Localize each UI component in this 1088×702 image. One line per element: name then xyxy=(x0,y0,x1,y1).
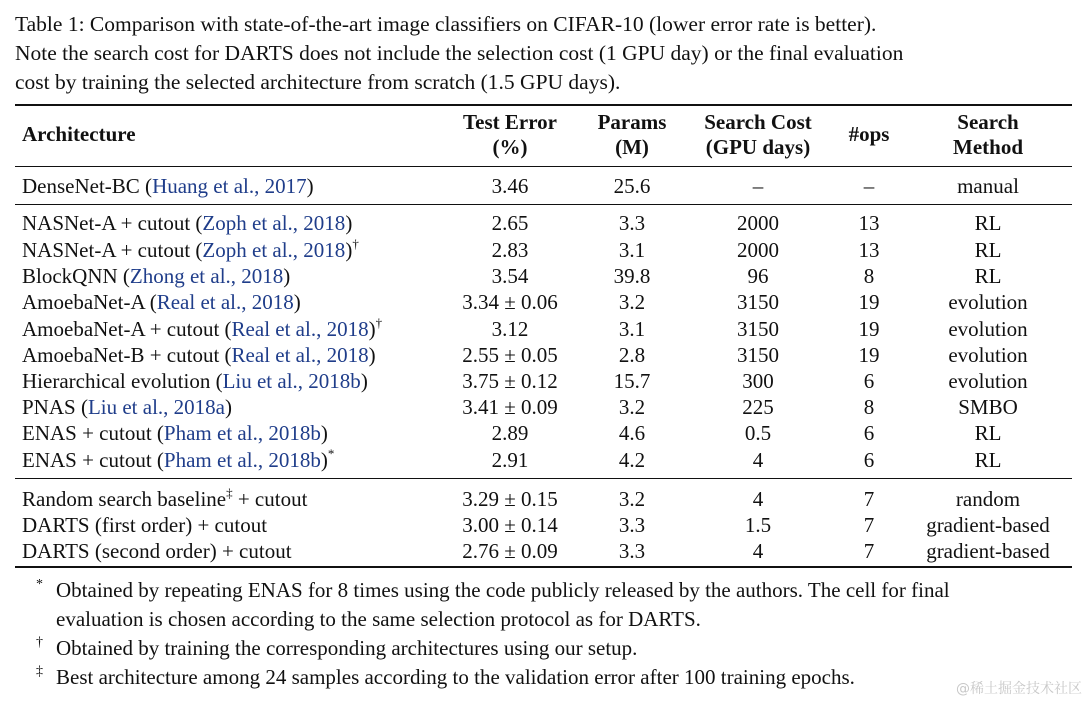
cell-search-cost: 1.5 xyxy=(744,513,772,537)
cell-architecture xyxy=(22,210,352,236)
bottom-rule xyxy=(15,566,1072,568)
citation-link[interactable]: Pham et al., 2018b xyxy=(163,448,321,472)
architecture-name: DARTS (first order) + cutout xyxy=(22,513,268,537)
header-rule xyxy=(15,166,1072,167)
cell-search-method: RL xyxy=(974,448,1002,472)
cell-params: 3.3 xyxy=(618,539,646,563)
cell-ops: 6 xyxy=(863,421,875,445)
cell-search-cost: 2000 xyxy=(737,211,779,235)
cell-architecture xyxy=(22,512,267,538)
header-search-cost xyxy=(690,110,826,160)
footnote-marker: † xyxy=(352,236,359,251)
footnote-text: Obtained by repeating ENAS for 8 times using the code publicly released by the authors. The cell for final xyxy=(56,578,950,602)
cell-ops: 19 xyxy=(858,290,880,314)
footnote-mark: † xyxy=(36,635,43,650)
table-row xyxy=(0,316,1088,342)
footnote xyxy=(36,634,1076,663)
cell-ops: 7 xyxy=(863,513,875,537)
cell-search-method: manual xyxy=(957,174,1019,198)
cell-params: 3.1 xyxy=(618,238,646,262)
cell-ops: 6 xyxy=(863,448,875,472)
cell-search-cost: – xyxy=(752,174,764,198)
architecture-suffix: ) xyxy=(224,395,232,419)
architecture-name: AmoebaNet-A ( xyxy=(22,290,157,314)
group-rule xyxy=(15,204,1072,205)
cell-search-method: gradient-based xyxy=(926,539,1050,563)
header-search-method-line: Search xyxy=(957,110,1019,134)
cell-architecture xyxy=(22,486,307,512)
cell-architecture xyxy=(22,173,314,199)
cell-architecture xyxy=(22,447,334,473)
footnote xyxy=(36,663,1076,692)
cell-search-method: RL xyxy=(974,421,1002,445)
cell-search-cost: 3150 xyxy=(737,317,779,341)
cell-search-cost: 3150 xyxy=(737,290,779,314)
cell-architecture xyxy=(22,394,232,420)
cell-test-error: 3.00 ± 0.14 xyxy=(462,513,558,537)
table-row xyxy=(0,447,1088,473)
caption-line: Table 1: Comparison with state-of-the-art image classifiers on CIFAR-10 (lower error rate is better). xyxy=(15,12,877,36)
architecture-name: Random search baseline xyxy=(22,487,227,511)
cell-params: 39.8 xyxy=(613,264,651,288)
cell-search-cost: 300 xyxy=(742,369,774,393)
architecture-name: NASNet-A + cutout ( xyxy=(22,238,203,262)
cell-params: 4.6 xyxy=(618,421,646,445)
table-row xyxy=(0,289,1088,315)
header-ops: #ops xyxy=(848,122,890,146)
header-search-cost-unit: (GPU days) xyxy=(705,135,811,159)
cell-params: 2.8 xyxy=(618,343,646,367)
architecture-suffix: ) xyxy=(368,343,376,367)
citation-link[interactable]: Huang et al., 2017 xyxy=(152,174,307,198)
cell-search-cost: 4 xyxy=(752,448,764,472)
footnote-text: evaluation is chosen according to the same selection protocol as for DARTS. xyxy=(56,607,701,631)
header-params-line: Params xyxy=(597,110,667,134)
cell-architecture xyxy=(22,237,359,263)
cell-architecture xyxy=(22,368,368,394)
group-rule xyxy=(15,478,1072,479)
cell-test-error: 2.83 xyxy=(491,238,529,262)
cell-params: 15.7 xyxy=(613,369,651,393)
cell-params: 3.2 xyxy=(618,290,646,314)
citation-link[interactable]: Real et al., 2018 xyxy=(231,317,369,341)
cell-params: 3.3 xyxy=(618,513,646,537)
table-row xyxy=(0,368,1088,394)
cell-search-method: evolution xyxy=(948,317,1028,341)
citation-link[interactable]: Real et al., 2018 xyxy=(231,343,369,367)
cell-search-method: RL xyxy=(974,211,1002,235)
footnote-mark: * xyxy=(36,577,43,592)
cell-search-cost: 4 xyxy=(752,539,764,563)
header-test-error-unit: (%) xyxy=(492,135,528,159)
footnote-marker: ‡ xyxy=(226,485,233,500)
architecture-suffix: ) xyxy=(320,421,328,445)
header-test-error-line: Test Error xyxy=(463,110,557,134)
header-architecture: Architecture xyxy=(22,122,136,146)
header-search-method xyxy=(908,110,1068,160)
header-search-cost-line: Search Cost xyxy=(704,110,812,134)
cell-search-method: random xyxy=(955,487,1021,511)
architecture-suffix: ) xyxy=(306,174,314,198)
table-row xyxy=(0,342,1088,368)
cell-test-error: 3.75 ± 0.12 xyxy=(462,369,558,393)
architecture-name: PNAS ( xyxy=(22,395,88,419)
cell-search-method: evolution xyxy=(948,369,1028,393)
cell-search-method: evolution xyxy=(948,290,1028,314)
table-caption xyxy=(15,10,1081,97)
architecture-suffix: ) xyxy=(320,448,328,472)
header-params-unit: (M) xyxy=(615,135,649,159)
footnote-text: Obtained by training the corresponding architectures using our setup. xyxy=(56,636,638,660)
architecture-name: DARTS (second order) + cutout xyxy=(22,539,292,563)
citation-link[interactable]: Liu et al., 2018a xyxy=(87,395,225,419)
citation-link[interactable]: Zoph et al., 2018 xyxy=(202,211,346,235)
table-row xyxy=(0,263,1088,289)
cell-search-cost: 0.5 xyxy=(744,421,772,445)
cell-search-method: evolution xyxy=(948,343,1028,367)
cell-ops: – xyxy=(863,174,875,198)
cell-test-error: 3.34 ± 0.06 xyxy=(462,290,558,314)
architecture-suffix: ) xyxy=(368,317,376,341)
cell-test-error: 3.12 xyxy=(491,317,529,341)
caption-line: Note the search cost for DARTS does not include the selection cost (1 GPU day) or the final evaluation xyxy=(15,41,904,65)
cell-search-cost: 4 xyxy=(752,487,764,511)
cell-architecture xyxy=(22,538,292,564)
cell-ops: 13 xyxy=(858,211,880,235)
cell-architecture xyxy=(22,289,301,315)
cell-params: 3.3 xyxy=(618,211,646,235)
architecture-name: ENAS + cutout ( xyxy=(22,421,164,445)
table-row xyxy=(0,486,1088,512)
header-params xyxy=(580,110,684,160)
cell-test-error: 2.89 xyxy=(491,421,529,445)
cell-test-error: 3.41 ± 0.09 xyxy=(462,395,558,419)
cell-ops: 19 xyxy=(858,343,880,367)
architecture-suffix: ) xyxy=(345,238,353,262)
cell-ops: 8 xyxy=(863,264,875,288)
cell-search-method: SMBO xyxy=(958,395,1018,419)
architecture-suffix: ) xyxy=(360,369,368,393)
cell-search-cost: 2000 xyxy=(737,238,779,262)
table-row xyxy=(0,173,1088,199)
cell-architecture xyxy=(22,263,290,289)
cell-params: 3.2 xyxy=(618,395,646,419)
table-row xyxy=(0,237,1088,263)
citation-link[interactable]: Pham et al., 2018b xyxy=(163,421,321,445)
cell-test-error: 2.76 ± 0.09 xyxy=(462,539,558,563)
footnote-marker: * xyxy=(327,446,335,461)
cell-architecture xyxy=(22,316,382,342)
architecture-name: Hierarchical evolution ( xyxy=(22,369,223,393)
architecture-name: DenseNet-BC ( xyxy=(22,174,153,198)
cell-ops: 7 xyxy=(863,539,875,563)
table-row xyxy=(0,420,1088,446)
citation-link[interactable]: Zhong et al., 2018 xyxy=(129,264,284,288)
cell-search-cost: 96 xyxy=(747,264,769,288)
architecture-name: BlockQNN ( xyxy=(22,264,130,288)
architecture-name: AmoebaNet-B + cutout ( xyxy=(22,343,232,367)
cell-test-error: 3.46 xyxy=(491,174,529,198)
citation-link[interactable]: Liu et al., 2018b xyxy=(222,369,361,393)
architecture-name: AmoebaNet-A + cutout ( xyxy=(22,317,232,341)
watermark: @稀土掘金技术社区 xyxy=(956,681,1082,697)
architecture-suffix: ) xyxy=(293,290,301,314)
cell-test-error: 3.54 xyxy=(491,264,529,288)
header-search-method-line: Method xyxy=(953,135,1023,159)
footnote-marker: † xyxy=(375,315,383,330)
cell-search-cost: 225 xyxy=(742,395,774,419)
citation-link[interactable]: Zoph et al., 2018 xyxy=(202,238,346,262)
footnote-text: Best architecture among 24 samples according to the validation error after 100 training epochs. xyxy=(56,665,855,689)
cell-ops: 6 xyxy=(863,369,875,393)
header-test-error xyxy=(440,110,580,160)
cell-params: 25.6 xyxy=(613,174,651,198)
architecture-suffix: ) xyxy=(345,211,353,235)
cell-params: 3.2 xyxy=(618,487,646,511)
architecture-suffix: + cutout xyxy=(232,487,308,511)
footnotes xyxy=(36,576,1076,692)
cell-search-method: gradient-based xyxy=(926,513,1050,537)
architecture-name: ENAS + cutout ( xyxy=(22,448,164,472)
cell-ops: 19 xyxy=(858,317,880,341)
architecture-suffix: ) xyxy=(283,264,291,288)
caption-line: cost by training the selected architecture from scratch (1.5 GPU days). xyxy=(15,70,621,94)
table-row xyxy=(0,512,1088,538)
cell-params: 4.2 xyxy=(618,448,646,472)
table-row xyxy=(0,394,1088,420)
cell-search-cost: 3150 xyxy=(737,343,779,367)
cell-search-method: RL xyxy=(974,264,1002,288)
cell-ops: 8 xyxy=(863,395,875,419)
cell-architecture xyxy=(22,342,376,368)
cell-search-method: RL xyxy=(974,238,1002,262)
cell-test-error: 3.29 ± 0.15 xyxy=(462,487,558,511)
footnote-mark: ‡ xyxy=(36,664,43,679)
table-row xyxy=(0,538,1088,564)
citation-link[interactable]: Real et al., 2018 xyxy=(156,290,294,314)
top-rule xyxy=(15,104,1072,106)
cell-ops: 7 xyxy=(863,487,875,511)
cell-test-error: 2.65 xyxy=(491,211,529,235)
cell-ops: 13 xyxy=(858,238,880,262)
table-row xyxy=(0,210,1088,236)
cell-architecture xyxy=(22,420,328,446)
cell-params: 3.1 xyxy=(618,317,646,341)
cell-test-error: 2.91 xyxy=(491,448,529,472)
architecture-name: NASNet-A + cutout ( xyxy=(22,211,203,235)
footnote xyxy=(36,576,1076,634)
cell-test-error: 2.55 ± 0.05 xyxy=(462,343,558,367)
